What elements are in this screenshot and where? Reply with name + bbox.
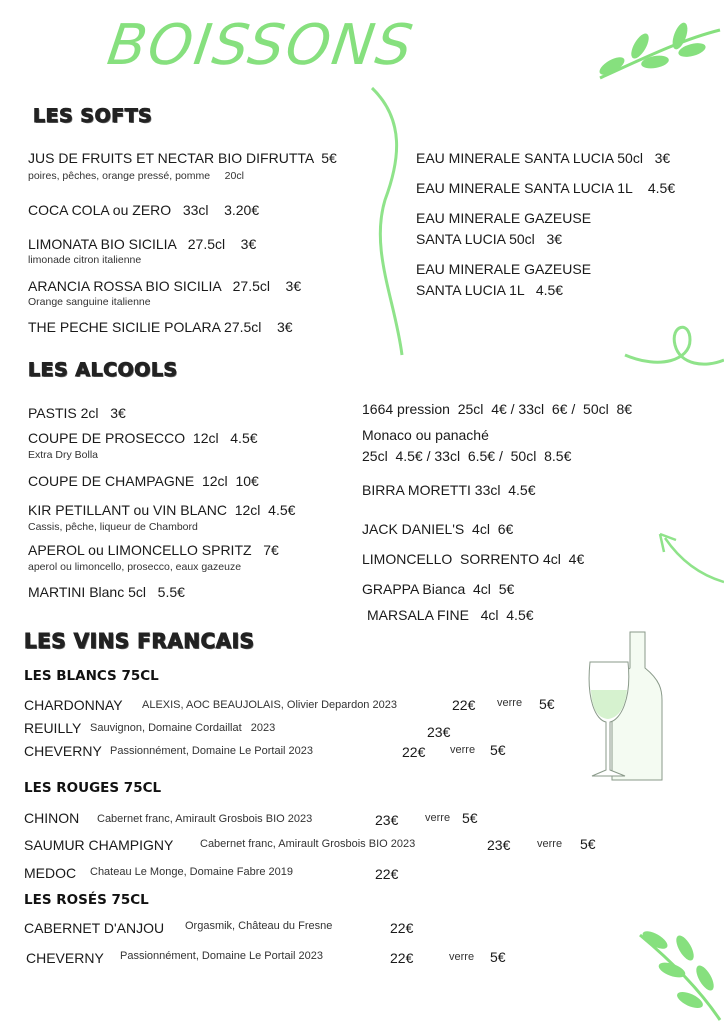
subheading-rouges: LES ROUGES 75CL <box>24 780 162 796</box>
wine-desc: Orgasmik, Château du Fresne <box>185 920 333 932</box>
wine-price: 22€ <box>390 950 414 966</box>
menu-item: BIRRA MORETTI 33cl 4.5€ <box>362 482 536 498</box>
loop-swirl <box>625 327 724 364</box>
menu-item: THE PECHE SICILIE POLARA 27.5cl 3€ <box>28 319 293 335</box>
subheading-blancs: LES BLANCS 75CL <box>24 668 159 684</box>
menu-item: COUPE DE PROSECCO 12cl 4.5€ <box>28 430 258 446</box>
wine-desc: Cabernet franc, Amirault Grosbois BIO 2023 <box>97 813 313 825</box>
menu-item: EAU MINERALE GAZEUSE <box>416 261 592 277</box>
menu-item: COUPE DE CHAMPAGNE 12cl 10€ <box>28 473 259 489</box>
subheading-roses: LES ROSÉS 75CL <box>24 892 149 908</box>
menu-item: JUS DE FRUITS ET NECTAR BIO DIFRUTTA 5€ <box>28 150 337 166</box>
wine-price: 22€ <box>375 866 399 882</box>
menu-item: LIMONCELLO SORRENTO 4cl 4€ <box>362 551 585 567</box>
menu-item: EAU MINERALE SANTA LUCIA 50cl 3€ <box>416 150 671 166</box>
wine-name: CHARDONNAY <box>24 697 123 713</box>
verre-label: verre <box>425 812 451 824</box>
menu-item: KIR PETILLANT ou VIN BLANC 12cl 4.5€ <box>28 502 296 518</box>
leaf-branch-top-icon <box>597 21 720 78</box>
menu-item: MARTINI Blanc 5cl 5.5€ <box>28 584 185 600</box>
verre-price: 5€ <box>490 742 506 758</box>
wine-name: CABERNET D'ANJOU <box>24 920 165 936</box>
menu-item-sub: Cassis, pêche, liqueur de Chambord <box>28 521 198 533</box>
verre-label: verre <box>450 744 476 756</box>
wine-price: 23€ <box>487 837 511 853</box>
wine-name: SAUMUR CHAMPIGNY <box>24 837 174 853</box>
leaf-branch-bottom-icon <box>640 928 720 1020</box>
menu-item: Monaco ou panaché <box>362 427 489 443</box>
verre-price: 5€ <box>539 696 555 712</box>
page-title: BOISSONS <box>103 13 419 78</box>
wine-price: 22€ <box>402 744 426 760</box>
menu-item: COCA COLA ou ZERO 33cl 3.20€ <box>28 202 260 218</box>
section-heading-alcools: LES ALCOOLS <box>28 359 178 381</box>
menu-item: APEROL ou LIMONCELLO SPRITZ 7€ <box>28 542 279 558</box>
verre-label: verre <box>537 838 563 850</box>
wine-desc: Cabernet franc, Amirault Grosbois BIO 2023 <box>200 838 416 850</box>
wine-desc: ALEXIS, AOC BEAUJOLAIS, Olivier Depardon 2023 <box>142 699 397 711</box>
menu-item: SANTA LUCIA 1L 4.5€ <box>416 282 564 298</box>
wine-name: CHEVERNY <box>24 743 102 759</box>
wine-bottle-glass-illustration <box>589 632 662 780</box>
menu-item: GRAPPA Bianca 4cl 5€ <box>362 581 515 597</box>
wine-desc: Sauvignon, Domaine Cordaillat 2023 <box>90 722 276 734</box>
menu-item: 1664 pression 25cl 4€ / 33cl 6€ / 50cl 8€ <box>362 401 633 417</box>
menu-item-sub: Extra Dry Bolla <box>28 449 99 461</box>
section-heading-vins: LES VINS FRANCAIS <box>24 629 255 653</box>
verre-label: verre <box>497 697 523 709</box>
menu-item: JACK DANIEL'S 4cl 6€ <box>362 521 514 537</box>
menu-item-sub: poires, pêches, orange pressé, pomme 20cl <box>28 170 244 182</box>
menu-item: EAU MINERALE SANTA LUCIA 1L 4.5€ <box>416 180 676 196</box>
wine-desc: Passionnément, Domaine Le Portail 2023 <box>120 950 324 962</box>
swirl-line <box>372 88 402 355</box>
menu-item: EAU MINERALE GAZEUSE <box>416 210 592 226</box>
menu-item: SANTA LUCIA 50cl 3€ <box>416 231 563 247</box>
wine-price: 22€ <box>452 697 476 713</box>
verre-price: 5€ <box>462 810 478 826</box>
section-heading-softs: LES SOFTS <box>33 105 153 127</box>
wine-desc: Chateau Le Monge, Domaine Fabre 2019 <box>90 866 294 878</box>
wine-name: MEDOC <box>24 865 77 881</box>
menu-item: MARSALA FINE 4cl 4.5€ <box>367 607 534 623</box>
wine-name: REUILLY <box>24 720 82 736</box>
menu-item: PASTIS 2cl 3€ <box>28 405 126 421</box>
menu-item: ARANCIA ROSSA BIO SICILIA 27.5cl 3€ <box>28 278 302 294</box>
menu-item: 25cl 4.5€ / 33cl 6.5€ / 50cl 8.5€ <box>362 448 572 464</box>
menu-item-sub: aperol ou limoncello, prosecco, eaux gazeuze <box>28 561 242 573</box>
wine-price: 23€ <box>375 812 399 828</box>
verre-price: 5€ <box>580 836 596 852</box>
wine-name: CHINON <box>24 810 80 826</box>
arrow-icon <box>660 534 724 582</box>
menu-item-sub: Orange sanguine italienne <box>28 296 151 308</box>
wine-name: CHEVERNY <box>26 950 104 966</box>
wine-price: 23€ <box>427 724 451 740</box>
menu-item: LIMONATA BIO SICILIA 27.5cl 3€ <box>28 236 257 252</box>
wine-price: 22€ <box>390 920 414 936</box>
verre-label: verre <box>449 951 475 963</box>
menu-item-sub: limonade citron italienne <box>28 254 142 266</box>
wine-desc: Passionnément, Domaine Le Portail 2023 <box>110 745 314 757</box>
verre-price: 5€ <box>490 949 506 965</box>
